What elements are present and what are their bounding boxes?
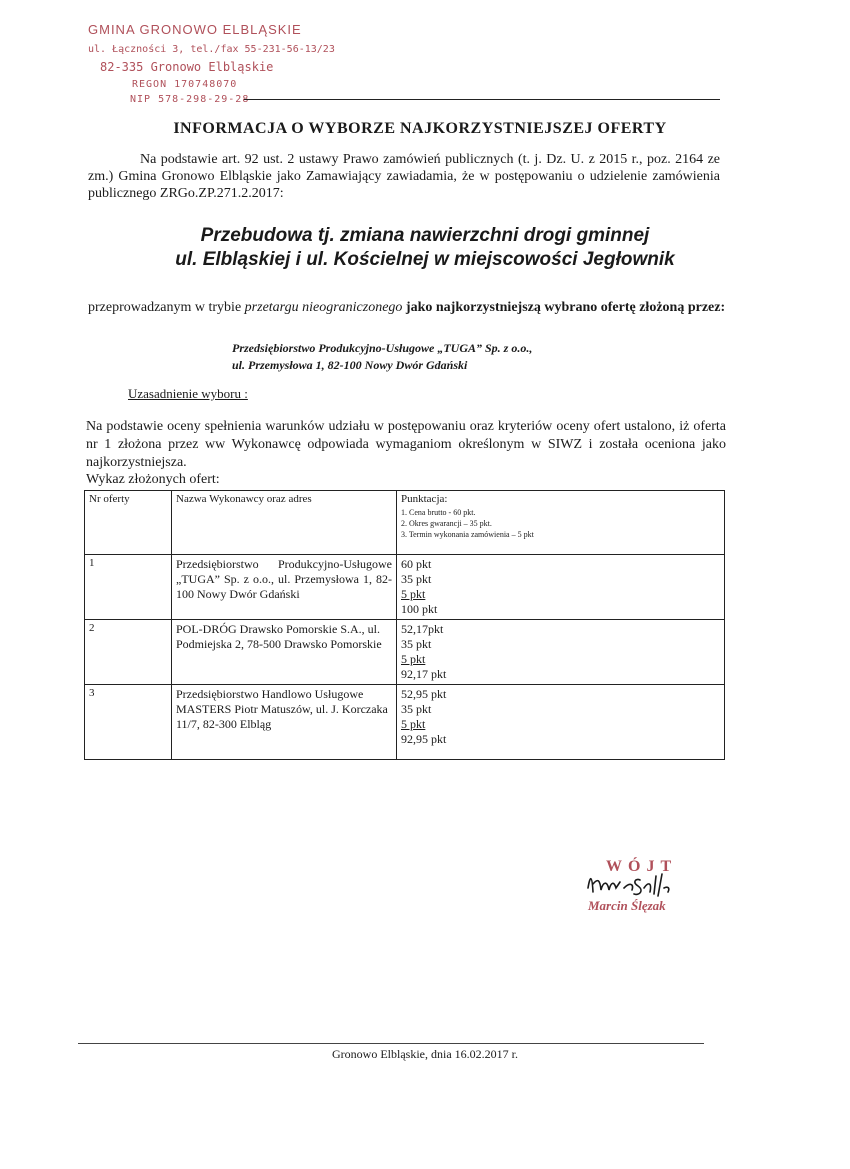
intro-text: Na podstawie art. 92 ust. 2 ustawy Prawo zamówień publicznych (t. j. Dz. U. z 2015 r., poz. 2164 ze zm.) Gmina Gronowo Elbląskie jako Zamawiający zawiadamia, że w postępowaniu o udzielenie zamówienia publicznego ZRGo.ZP.271.2.2017: bbox=[88, 152, 720, 201]
stamp-regon: REGON 170748070 bbox=[132, 79, 238, 90]
score-price: 52,95 pkt bbox=[401, 687, 447, 701]
handwritten-signature bbox=[584, 866, 714, 902]
offer-nr: 3 bbox=[85, 685, 172, 760]
criteria-list bbox=[401, 507, 720, 540]
offer-scores bbox=[397, 620, 725, 685]
stamp-nip: NIP 578-298-29-28 bbox=[130, 94, 250, 105]
header-score-label: Punktacja: bbox=[401, 493, 448, 505]
header-score bbox=[397, 491, 725, 555]
offer-bidder: Przedsiębiorstwo Handlowo Usługowe MASTERS Piotr Matuszów, ul. J. Korczaka 11/7, 82-300 Elbląg bbox=[172, 685, 397, 760]
criterion-1: 1. Cena brutto - 60 pkt. bbox=[401, 508, 476, 517]
score-warranty: 35 pkt bbox=[401, 702, 432, 716]
contract-subject bbox=[100, 224, 750, 272]
subject-line-2: ul. Elbląskiej i ul. Kościelnej w miejscowości Jegłownik bbox=[175, 249, 675, 270]
score-warranty: 35 pkt bbox=[401, 572, 432, 586]
score-total: 92,17 pkt bbox=[401, 667, 447, 681]
offer-scores bbox=[397, 685, 725, 760]
offers-table bbox=[84, 490, 725, 760]
justification-text: Na podstawie oceny spełnienia warunków udziału w postępowaniu oraz kryteriów oceny ofert ustalono, iż oferta nr 1 złożona przez ww Wykonawcę odpowiada wymaganiom określonym w SIWZ i została oceniona jako najkorzystniejsza. bbox=[86, 419, 726, 470]
signer-name: Marcin Ślęzak bbox=[588, 898, 666, 913]
winner-name: Przedsiębiorstwo Produkcyjno-Usługowe „TUGA” Sp. z o.o., bbox=[232, 341, 533, 355]
header-divider bbox=[244, 99, 720, 100]
table-row bbox=[85, 555, 725, 620]
score-warranty: 35 pkt bbox=[401, 637, 432, 651]
intro-paragraph bbox=[88, 151, 720, 202]
footer-place-date: Gronowo Elbląskie, dnia 16.02.2017 r. bbox=[332, 1047, 518, 1061]
criterion-3: 3. Termin wykonania zamówienia – 5 pkt bbox=[401, 530, 534, 539]
stamp-address: ul. Łączności 3, tel./fax 55-231-56-13/23 bbox=[88, 44, 335, 55]
offer-scores bbox=[397, 555, 725, 620]
header-name: Nazwa Wykonawcy oraz adres bbox=[172, 491, 397, 555]
winner-block bbox=[232, 340, 532, 374]
criterion-2: 2. Okres gwarancji – 35 pkt. bbox=[401, 519, 492, 528]
score-price: 60 pkt bbox=[401, 557, 432, 571]
procedure-mode: przetargu nieograniczonego bbox=[244, 300, 403, 315]
table-row bbox=[85, 620, 725, 685]
offer-nr: 2 bbox=[85, 620, 172, 685]
document-title: INFORMACJA O WYBORZE NAJKORZYSTNIEJSZEJ OFERTY bbox=[173, 120, 667, 137]
stamp-municipality-name: GMINA GRONOWO ELBLĄSKIE bbox=[88, 22, 302, 37]
procedure-paragraph bbox=[88, 299, 728, 316]
score-price: 52,17pkt bbox=[401, 622, 444, 636]
offer-nr: 1 bbox=[85, 555, 172, 620]
score-total: 92,95 pkt bbox=[401, 732, 447, 746]
offer-bidder: Przedsiębiorstwo Produkcyjno-Usługowe „TUGA” Sp. z o.o., ul. Przemysłowa 1, 82-100 Nowy Dwór Gdański bbox=[172, 555, 397, 620]
offers-heading: Wykaz złożonych ofert: bbox=[86, 472, 220, 487]
score-deadline: 5 pkt bbox=[401, 717, 426, 731]
footer-divider bbox=[78, 1043, 704, 1044]
score-deadline: 5 pkt bbox=[401, 652, 426, 666]
score-total: 100 pkt bbox=[401, 602, 438, 616]
header-nr: Nr oferty bbox=[85, 491, 172, 555]
procedure-prefix: przeprowadzanym w trybie bbox=[88, 300, 242, 315]
table-header-row bbox=[85, 491, 725, 555]
offer-bidder: POL-DRÓG Drawsko Pomorskie S.A., ul. Podmiejska 2, 78-500 Drawsko Pomorskie bbox=[172, 620, 397, 685]
table-row bbox=[85, 685, 725, 760]
justification-heading: Uzasadnienie wyboru : bbox=[128, 386, 248, 401]
procedure-suffix: jako najkorzystniejszą wybrano ofertę złożoną przez: bbox=[405, 300, 726, 315]
winner-address: ul. Przemysłowa 1, 82-100 Nowy Dwór Gdański bbox=[232, 358, 468, 372]
score-deadline: 5 pkt bbox=[401, 587, 426, 601]
stamp-city: 82-335 Gronowo Elbląskie bbox=[100, 60, 274, 74]
subject-line-1: Przebudowa tj. zmiana nawierzchni drogi gminnej bbox=[200, 225, 650, 246]
signature-role: WÓJT bbox=[606, 858, 678, 875]
